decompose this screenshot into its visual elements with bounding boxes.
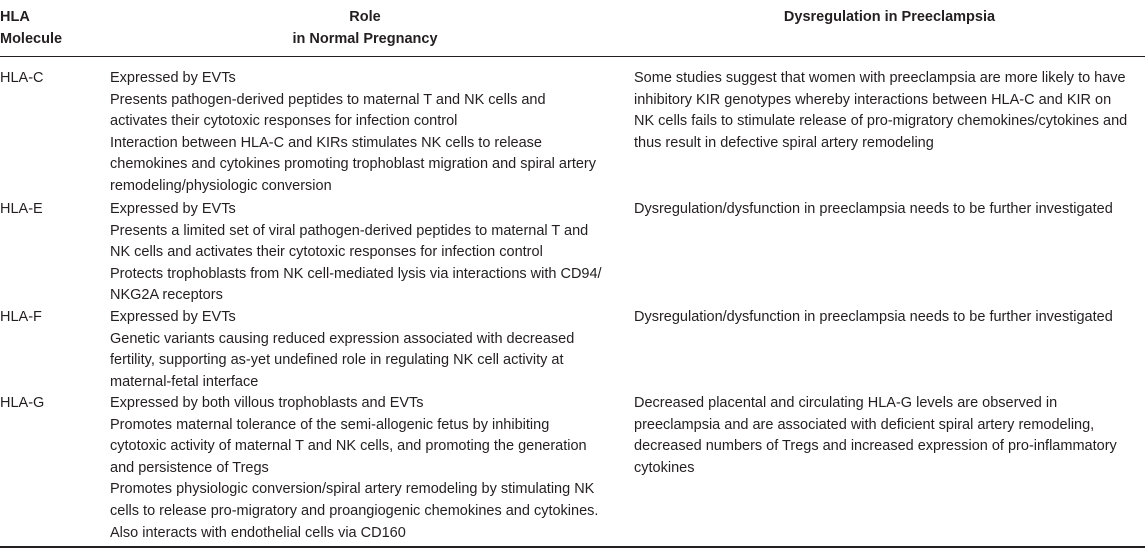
role-line: cells to release pro-migratory and proangiogenic chemokines and cytokines. <box>110 502 599 519</box>
role-line: Protects trophoblasts from NK cell-mediated lysis via interactions with CD94/ <box>110 265 602 282</box>
molecule-cell: HLA-E <box>0 201 43 217</box>
role-line: and persistence of Tregs <box>110 459 269 476</box>
role-line: Expressed by EVTs <box>110 201 236 217</box>
dysregulation-line: inhibitory KIR genotypes whereby interactions between HLA-C and KIR on <box>634 91 1112 108</box>
molecule-cell: HLA-G <box>0 395 45 411</box>
role-line: Genetic variants causing reduced expression associated with decreased <box>110 330 575 347</box>
dysregulation-cell <box>634 393 1145 479</box>
header-role <box>110 6 620 50</box>
dysregulation-line: cytokines <box>634 459 695 476</box>
header-molecule <box>0 6 100 50</box>
role-line: Promotes maternal tolerance of the semi-allogenic fetus by inhibiting <box>110 416 550 433</box>
dysregulation-line: NK cells fails to stimulate release of pro-migratory chemokines/cytokines and <box>634 113 1128 130</box>
role-cell <box>110 393 622 544</box>
dysregulation-line: decreased numbers of Tregs and increased expression of pro-inflammatory <box>634 438 1117 455</box>
role-line: maternal-fetal interface <box>110 373 259 390</box>
dysregulation-cell <box>634 199 1145 221</box>
role-line: Expressed by both villous trophoblasts and EVTs <box>110 395 424 411</box>
dysregulation-cell <box>634 68 1145 154</box>
role-line: Interaction between HLA-C and KIRs stimulates NK cells to release <box>110 134 542 151</box>
dysregulation-cell <box>634 307 1145 329</box>
header-role-line1: Role <box>349 9 381 25</box>
dysregulation-line: thus result in defective spiral artery remodeling <box>634 134 934 151</box>
role-line: Presents a limited set of viral pathogen-derived peptides to maternal T and <box>110 222 589 239</box>
table-row-hla-f <box>0 296 1145 390</box>
role-line: NKG2A receptors <box>110 287 223 304</box>
role-line: activates their cytotoxic responses for infection control <box>110 113 458 130</box>
header-dysregulation <box>634 6 1145 28</box>
role-line: cytotoxic activity of maternal T and NK cells, and promoting the generation <box>110 438 587 455</box>
role-line: Expressed by EVTs <box>110 309 236 325</box>
dysregulation-line: Dysregulation/dysfunction in preeclampsia needs to be further investigated <box>634 309 1113 325</box>
table-row-hla-c <box>0 57 1145 194</box>
molecule-cell: HLA-F <box>0 309 42 325</box>
role-line: Also interacts with endothelial cells via CD160 <box>110 524 406 541</box>
role-line: Presents pathogen-derived peptides to maternal T and NK cells and <box>110 91 546 108</box>
header-role-line2: in Normal Pregnancy <box>292 31 438 47</box>
role-line: Promotes physiologic conversion/spiral artery remodeling by stimulating NK <box>110 481 595 498</box>
role-line: NK cells and activates their cytotoxic responses for infection control <box>110 244 543 261</box>
table-row-hla-g <box>0 382 1145 547</box>
role-line: Expressed by EVTs <box>110 70 236 86</box>
dysregulation-line: Decreased placental and circulating HLA-G levels are observed in <box>634 395 1058 411</box>
dysregulation-line: Some studies suggest that women with preeclampsia are more likely to have <box>634 70 1126 86</box>
role-cell <box>110 199 622 307</box>
header-molecule-line2: Molecule <box>0 31 63 47</box>
header-dysregulation-text: Dysregulation in Preeclampsia <box>783 9 996 25</box>
role-line: chemokines and cytokines promoting trophoblast migration and spiral artery <box>110 156 596 173</box>
molecule-cell: HLA-C <box>0 70 44 86</box>
dysregulation-line: Dysregulation/dysfunction in preeclampsia needs to be further investigated <box>634 201 1113 217</box>
dysregulation-line: preeclampsia and are associated with deficient spiral artery remodeling, <box>634 416 1095 433</box>
header-molecule-line1: HLA <box>0 9 30 25</box>
role-cell <box>110 68 622 198</box>
role-cell <box>110 307 622 393</box>
table-row-hla-e <box>0 188 1145 304</box>
table-bottom-rule <box>0 546 1145 548</box>
table-header <box>0 0 1145 57</box>
role-line: fertility, supporting as-yet undefined role in regulating NK cell activity at <box>110 352 564 369</box>
role-line: remodeling/physiologic conversion <box>110 177 332 194</box>
